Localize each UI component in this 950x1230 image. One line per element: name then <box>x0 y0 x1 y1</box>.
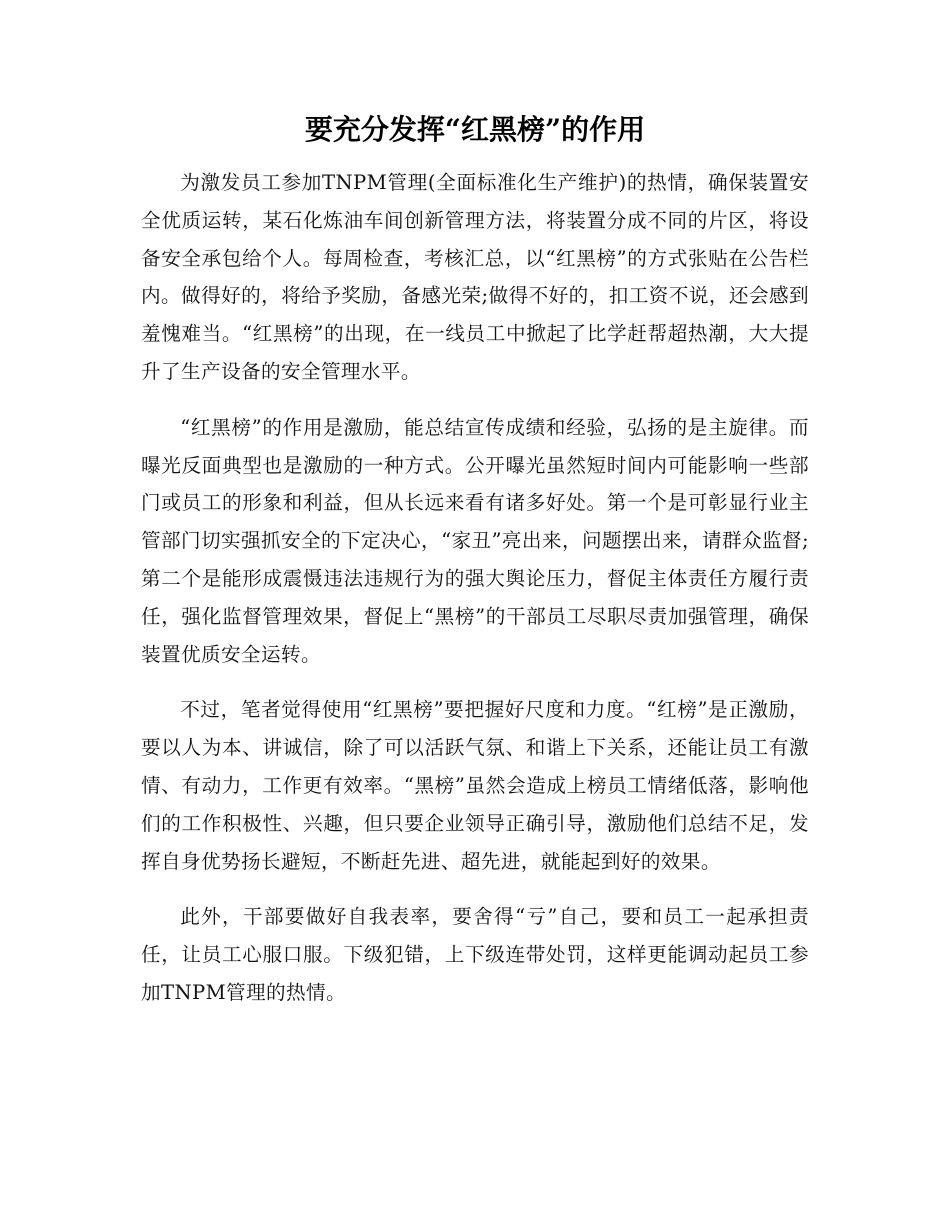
paragraph-3: 不过，笔者觉得使用“红黑榜”要把握好尺度和力度。“红榜”是正激励，要以人为本、讲诚信，除了可以活跃气氛、和谐上下关系，还能让员工有激情、有动力，工作更有效率。“黑榜”虽然会造成上榜员工情绪低落，影响他们的工作积极性、兴趣，但只要企业领导正确引导，激励他们总结不足，发挥自身优势扬长避短，不断赶先进、超先进，就能起到好的效果。 <box>141 698 809 873</box>
paragraph-4: 此外，干部要做好自我表率，要舍得“亏”自己，要和员工一起承担责任，让员工心服口服。下级犯错，上下级连带处罚，这样更能调动起员工参加TNPM管理的热情。 <box>141 905 809 1004</box>
paragraph-1: 为激发员工参加TNPM管理(全面标准化生产维护)的热情，确保装置安全优质运转，某石化炼油车间创新管理方法，将装置分成不同的片区，将设备安全承包给个人。每周检查，考核汇总，以“红黑榜”的方式张贴在公告栏内。做得好的，将给予奖励，备感光荣;做得不好的，扣工资不说，还会感到羞愧难当。“红黑榜”的出现，在一线员工中掀起了比学赶帮超热潮，大大提升了生产设备的安全管理水平。 <box>141 171 809 383</box>
paragraph-2: “红黑榜”的作用是激励，能总结宣传成绩和经验，弘扬的是主旋律。而曝光反面典型也是激励的一种方式。公开曝光虽然短时间内可能影响一些部门或员工的形象和利益，但从长远来看有诸多好处。第一个是可彰显行业主管部门切实强抓安全的下定决心，“家丑”亮出来，问题摆出来，请群众监督;第二个是能形成震慑违法违规行为的强大舆论压力，督促主体责任方履行责任，强化监督管理效果，督促上“黑榜”的干部员工尽职尽责加强管理，确保装置优质安全运转。 <box>141 415 809 666</box>
document-body <box>141 164 809 1030</box>
document-title: 要充分发挥“红黑榜”的作用 <box>304 113 646 146</box>
